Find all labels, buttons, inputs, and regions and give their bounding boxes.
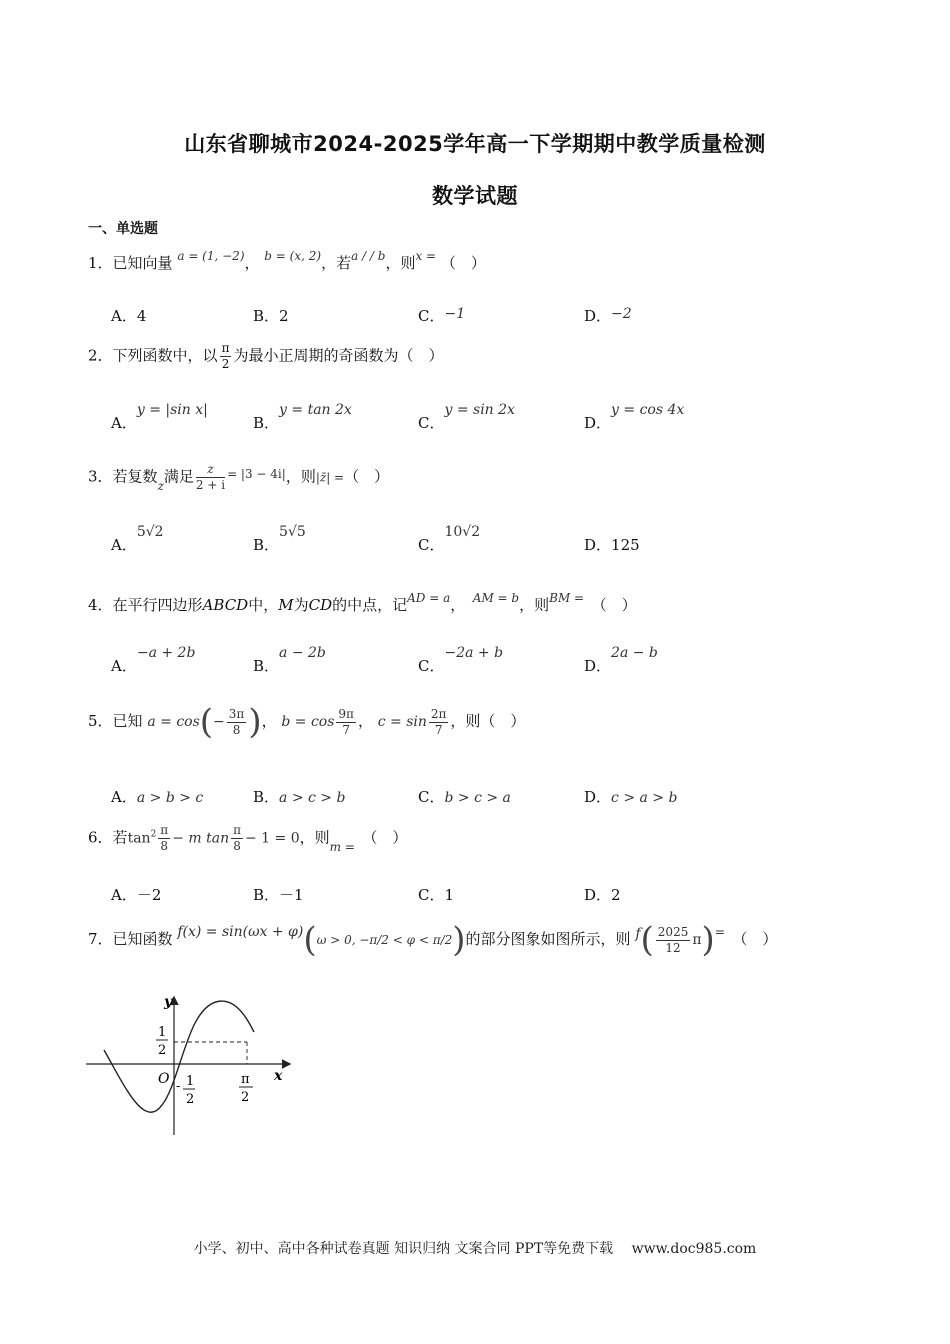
answer-paren: （ ）	[369, 828, 408, 847]
q3-text: 若复数	[112, 467, 158, 486]
option-label: C．	[418, 788, 445, 806]
q4-then: ，则	[519, 596, 550, 614]
option-label: C．	[418, 414, 445, 432]
q4-text: 的中点，记	[332, 596, 408, 614]
frac-den: 2 + i	[195, 478, 226, 492]
q1-text: 已知向量	[112, 254, 173, 272]
frac-num: 2025	[657, 924, 689, 939]
frac-num: 9π	[338, 706, 354, 721]
q5-c-expr: c = sin	[377, 714, 427, 730]
half-den: 2	[158, 1043, 167, 1058]
q4-ad: AD = a	[407, 591, 451, 605]
question-6	[88, 823, 407, 854]
frac-den: 7	[434, 722, 443, 737]
frac-num: π	[160, 823, 169, 837]
q3-var: z	[157, 478, 164, 493]
q5-option-c	[418, 786, 511, 807]
q6-option-b: B．－1	[253, 886, 304, 904]
q3-text-mid: 满足	[163, 467, 194, 486]
q7-text-mid: 的部分图象如图所示，则	[465, 930, 631, 948]
origin-label: O	[158, 1071, 170, 1087]
q4-text: 为	[293, 596, 309, 614]
paren: )	[701, 920, 715, 960]
question-number: 5．	[88, 712, 113, 730]
option-label: C．	[418, 657, 445, 675]
answer-paren: （ ）	[599, 596, 637, 614]
option-value: y = |sin x|	[136, 402, 208, 418]
q3-ask: |z̄| =	[315, 470, 345, 485]
question-2	[88, 341, 443, 372]
frac-den: 8	[233, 839, 241, 853]
option-label: B．	[253, 657, 280, 675]
q6-sup: 2	[150, 829, 157, 840]
q6-expr-end: − 1 = 0	[244, 830, 300, 847]
q4-abcd: ABCD	[202, 596, 249, 614]
q4-option-d	[584, 641, 658, 675]
pi-den: 2	[241, 1090, 250, 1105]
question-number: 6．	[88, 828, 113, 847]
q1-condition: a / / b	[351, 249, 386, 263]
frac-den: 7	[342, 722, 350, 737]
q5-option-b	[253, 786, 345, 807]
paren: (	[640, 920, 654, 960]
q1-ask: x =	[415, 249, 437, 263]
footer-text: 小学、初中、高中各种试卷真题 知识归纳 文案合同 PPT等免费下载 www.doc985.com	[193, 1241, 757, 1257]
q2-option-b	[253, 398, 352, 432]
question-number: 1．	[88, 254, 113, 272]
q1-option-c	[418, 305, 465, 326]
frac-den: 2	[221, 357, 230, 371]
option-label: D．	[584, 657, 612, 675]
q6-ask: m =	[329, 839, 355, 854]
q6-option-a: A．－2	[111, 886, 162, 904]
q1-option-b: B．2	[253, 307, 289, 325]
option-label: A．	[111, 788, 137, 806]
q2-option-a	[111, 398, 208, 432]
half-num: 1	[158, 1025, 167, 1040]
q5-text: 已知	[112, 712, 143, 730]
q5-c-fraction	[429, 707, 449, 738]
q1-comma: ，	[244, 254, 260, 272]
q7-text: 已知函数	[112, 930, 173, 948]
q5-option-a	[111, 786, 203, 807]
q7-ask-f: f	[635, 926, 641, 942]
question-3	[88, 462, 389, 493]
q4-bm: BM =	[549, 591, 585, 605]
q4-am: AM = b	[472, 591, 520, 605]
option-value: a − 2b	[279, 645, 326, 661]
q5-a-expr: a = cos	[147, 714, 200, 730]
paren: )	[248, 702, 262, 742]
section-heading: 一、单选题	[88, 221, 158, 237]
q4-option-a	[111, 641, 196, 675]
option-value: 5√5	[279, 524, 306, 540]
q4-comma: ，	[450, 596, 458, 614]
q1-option-a: A．4	[111, 307, 147, 325]
q2-text: 下列函数中，以	[112, 346, 218, 365]
q5-b-expr: b = cos	[281, 714, 335, 730]
y-label: y	[164, 994, 173, 1010]
question-4	[88, 591, 637, 615]
q6-text: 若	[112, 828, 128, 847]
frac-num: π	[233, 823, 241, 837]
frac-num: π	[221, 341, 230, 355]
question-number: 7．	[88, 930, 113, 948]
q7-fraction	[656, 925, 691, 956]
question-5: 5．已知 a = cos(− $\frac{3\pi}{8}$ )， b = cos $\frac{9\pi}{7}$ ， c = sin $\frac{2\pi}{7}$ ，则（ ）	[88, 702, 526, 742]
option-label: D．	[584, 788, 612, 806]
q5-text-post: ，则（ ）	[450, 712, 526, 730]
question-1	[88, 249, 486, 273]
option-label: B．	[253, 536, 280, 554]
q6-tan: tan	[127, 830, 151, 847]
option-label: C．	[418, 307, 445, 325]
sine-curve	[104, 1001, 254, 1112]
page-title: 山东省聊城市2024-2025学年高一下学期期中教学质量检测	[184, 132, 766, 156]
option-value: y = cos 4x	[611, 402, 685, 418]
q1-vector-b: b = (x, 2)	[264, 249, 322, 263]
option-value: a > c > b	[279, 790, 346, 806]
q5-b-fraction	[336, 707, 356, 738]
paren: (	[303, 920, 317, 960]
q3-fraction	[196, 462, 225, 493]
x-label: x	[274, 1068, 283, 1084]
q6-option-c: C．1	[418, 886, 455, 904]
option-value: 5√2	[136, 524, 164, 540]
q6-fraction-1	[158, 823, 170, 854]
option-label: B．	[253, 414, 280, 432]
paren: (	[199, 702, 214, 742]
q2-option-d	[584, 398, 685, 432]
q3-rhs: = |3 − 4i|	[227, 466, 286, 481]
option-value: −1	[444, 306, 466, 322]
frac-num: 2π	[430, 706, 447, 721]
option-value: b > c > a	[444, 790, 511, 806]
frac-num: z	[196, 462, 225, 478]
option-label: C．	[418, 536, 445, 554]
option-label: A．	[111, 657, 137, 675]
option-label: A．	[111, 536, 137, 554]
q7-pi: π	[692, 932, 702, 948]
option-value: −a + 2b	[136, 645, 196, 661]
q2-option-c	[418, 398, 515, 432]
option-label: A．	[111, 414, 137, 432]
q7-eq: =	[714, 925, 725, 939]
option-value: y = sin 2x	[444, 402, 515, 418]
q3-option-c	[418, 520, 481, 554]
q4-cd: CD	[308, 596, 333, 614]
q1-then: ，则	[385, 254, 416, 272]
frac-num: 3π	[228, 706, 245, 721]
q2-text-post: 为最小正周期的奇函数为（ ）	[233, 346, 444, 365]
question-number: 4．	[88, 596, 113, 614]
q3-then: ，则	[285, 467, 316, 486]
neg-sign: -	[176, 1079, 181, 1094]
q7-function: f(x) = sin(ωx + φ)	[177, 924, 304, 940]
pi-num: π	[241, 1072, 250, 1087]
frac-den: 8	[232, 722, 241, 737]
option-value: −2a + b	[444, 645, 504, 661]
q4-m: M	[278, 596, 294, 614]
option-value: 2a − b	[611, 645, 658, 661]
option-label: D．	[584, 414, 612, 432]
q4-text: 在平行四边形	[112, 596, 203, 614]
q3-option-b	[253, 520, 306, 554]
option-label: D．	[584, 307, 612, 325]
sine-graph	[84, 990, 299, 1140]
q6-expr: − m tan	[172, 830, 230, 847]
page-subtitle: 数学试题	[432, 184, 518, 208]
q6-then: ，则	[299, 828, 330, 847]
option-value: y = tan 2x	[279, 402, 352, 418]
q2-fraction	[220, 341, 232, 372]
frac-den: 8	[160, 839, 169, 853]
q4-text: 中，	[248, 596, 279, 614]
frac-den: 12	[665, 940, 681, 955]
neg-half-num: 1	[186, 1074, 195, 1089]
option-label: B．	[253, 788, 280, 806]
question-number: 3．	[88, 467, 113, 486]
neg-half-den: 2	[186, 1092, 195, 1107]
q4-option-c	[418, 641, 504, 675]
answer-paren: （ ）	[344, 467, 390, 486]
option-value: a > b > c	[136, 790, 204, 806]
paren: )	[452, 920, 466, 960]
q5-option-d	[584, 786, 677, 807]
option-value: 10√2	[444, 524, 481, 540]
q1-text-mid: ，若	[321, 254, 352, 272]
q1-option-d	[584, 305, 632, 326]
q4-option-b	[253, 641, 326, 675]
question-number: 2．	[88, 346, 113, 365]
answer-paren: （ ）	[739, 930, 778, 948]
q6-option-d: D．2	[584, 886, 621, 904]
answer-paren: （ ）	[440, 254, 486, 272]
q3-option-a	[111, 520, 164, 554]
q5-a-fraction	[227, 707, 247, 738]
q1-vector-a: a = (1, −2)	[177, 249, 245, 263]
option-value: c > a > b	[611, 790, 678, 806]
q6-fraction-2	[231, 823, 243, 854]
question-7	[88, 920, 777, 960]
option-value: −2	[611, 306, 632, 322]
q3-option-d: D．125	[584, 536, 640, 554]
q7-condition: ω > 0, −π/2 < φ < π/2	[316, 933, 453, 947]
